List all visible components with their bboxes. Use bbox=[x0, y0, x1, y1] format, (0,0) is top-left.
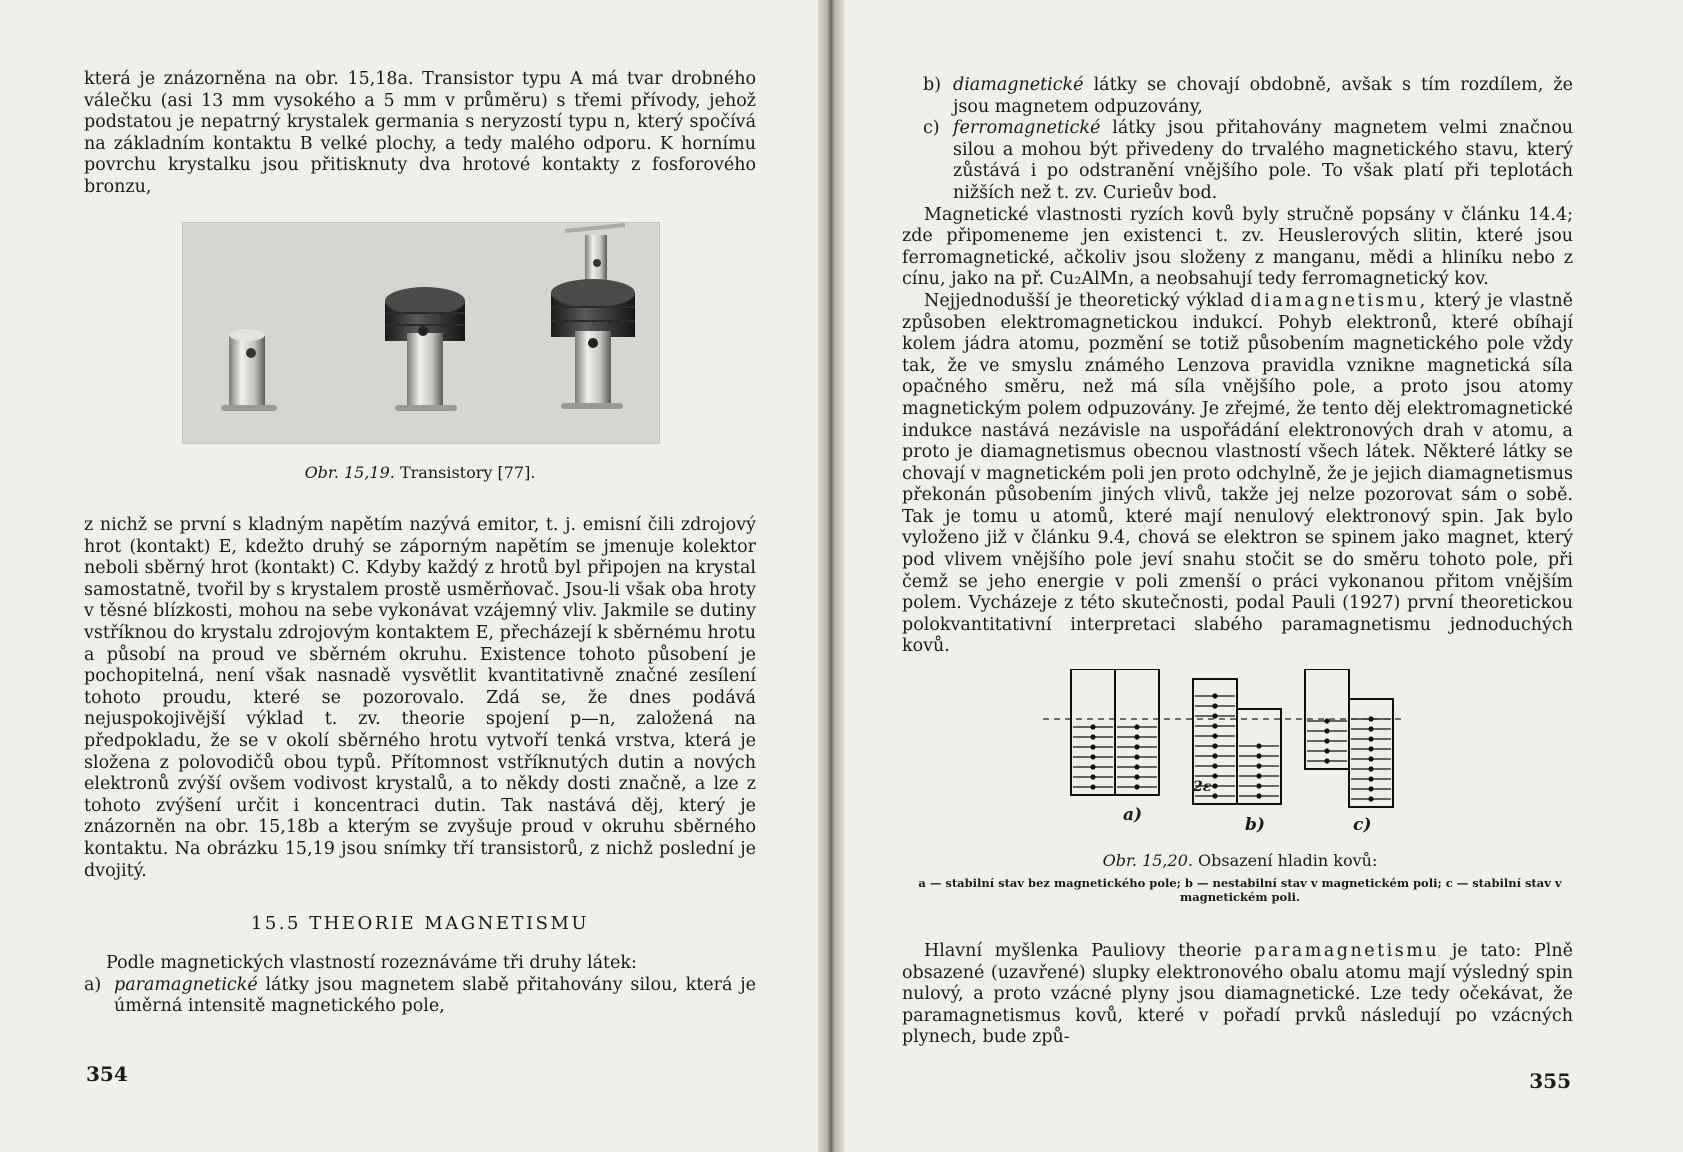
level-a-left-electron bbox=[1091, 725, 1095, 729]
caption-text: Transistory [77]. bbox=[399, 463, 536, 482]
left-paragraph-mid bbox=[84, 515, 756, 882]
paragraph-start: Nejjednodušší je theoretický výklad bbox=[924, 290, 1244, 311]
level-b-right-electron bbox=[1257, 764, 1261, 768]
level-b-right-electron bbox=[1257, 784, 1261, 788]
paragraph-text: z nichž se první s kladným napětím nazývá emitor, t. j. emisní čili zdrojový hrot (kontakt) E, kdežto druhý se záporným napětím se jmenuje kolektor neboli sběrný hrot (kontakt) C. Kdyby každý z hrotů byl připojen na krystal samostatně, tvořil by s krystalem prostě usměrňovač. Jsou-li však oba hroty v těsné blízkosti, mohou na sebe vykonávat vzájemný vliv. Jakmile se dutiny vstříknou do krystalu zdrojovým kontaktem E, přecházejí k sběrnému hrotu a působí na proud ve sběrném okruhu. Existence tohoto působení je pochopitelná, není však nasnadě vysvětlit kvantitativně značné zesílení tohoto proudu, které se pozorovalo. Zdá se, že dnes podává nejuspokojivější výklad t. zv. theorie spojení p—n, založená na předpokladu, že se v okolí sběrného hrotu vytvoří tenká vrstva, která je složena z polovodičů obou typů. Přítomnost vstříknutých dutin a nových elektronů zvýší ovšem vodivost krystalů, a to někdy dosti značně, a lze z tohoto zvýšení určit i koncentraci dutin. Tak nastává děj, který je znázorněn na obr. 15,18b a kterým se zvyšuje proud v okruhu sběrného kontaktu. Na obrázku 15,19 jsou snímky tří transistorů, z nichž poslední je dvojitý. bbox=[84, 515, 756, 881]
level-a-right-electron bbox=[1135, 785, 1139, 789]
list-term: paramagnetické bbox=[114, 974, 258, 995]
spaced-term: diamagnetismu, bbox=[1250, 290, 1428, 311]
transistor-photo bbox=[182, 222, 660, 444]
list-item-a bbox=[84, 975, 756, 1018]
level-b-left-electron bbox=[1213, 714, 1217, 718]
level-c-left-electron bbox=[1325, 739, 1329, 743]
level-b-right-electron bbox=[1257, 794, 1261, 798]
level-a-right-electron bbox=[1135, 745, 1139, 749]
list-text: látky jsou přitahovány magnetem velmi značnou silou a mohou být přivedeny do trvalého magnetického stavu, který zůstává i po odstranění vnějšího pole. To však platí při teplotách nižších než t. zv. Curieův bod. bbox=[953, 118, 1573, 203]
paragraph-text: Podle magnetických vlastností rozeznáváme tři druhy látek: bbox=[106, 953, 637, 973]
level-c-left-electron bbox=[1325, 749, 1329, 753]
level-b-left-electron bbox=[1213, 754, 1217, 758]
paragraph-rest: je tato: Plně obsazené (uzavřené) slupky elektronového obalu atomu mají výsledný spin nulový, a proto vzácné plyny jsou diamagnetické. Lze tedy očekávat, že paramagnetismus kovů, které v pořadí prvků následují po vzácných plynech, bude způ- bbox=[902, 941, 1573, 1048]
level-diagram-svg bbox=[1043, 669, 1403, 839]
level-a-left-electron bbox=[1091, 735, 1095, 739]
level-a-right-electron bbox=[1135, 725, 1139, 729]
list-item-b bbox=[923, 75, 1573, 118]
level-b-left-electron bbox=[1213, 794, 1217, 798]
book-spine bbox=[818, 0, 844, 1152]
left-paragraph-bottom bbox=[84, 953, 756, 1018]
right-text-bottom bbox=[902, 941, 1573, 1049]
section-heading: 15.5 THEORIE MAGNETISMU bbox=[250, 913, 590, 934]
paragraph-start: Hlavní myšlenka Pauliovy theorie bbox=[924, 941, 1242, 961]
level-c-right-electron bbox=[1369, 757, 1373, 761]
level-a-right-electron bbox=[1135, 735, 1139, 739]
list-term: diamagnetické bbox=[953, 75, 1084, 95]
level-b-left-electron bbox=[1213, 774, 1217, 778]
photo-caption bbox=[84, 463, 756, 482]
level-a-left-electron bbox=[1091, 745, 1095, 749]
level-a-left-electron bbox=[1091, 775, 1095, 779]
level-a-left-electron bbox=[1091, 755, 1095, 759]
spaced-term: paramagnetismu bbox=[1254, 941, 1440, 961]
level-c-right-electron bbox=[1369, 727, 1373, 731]
level-c-left-electron bbox=[1325, 719, 1329, 723]
level-b-left-electron bbox=[1213, 764, 1217, 768]
level-b-left-electron bbox=[1213, 734, 1217, 738]
list-mark: b) bbox=[923, 75, 942, 95]
caption-label: Obr. 15,20. bbox=[1102, 851, 1193, 870]
diagram-legend: a — stabilní stav bez magnetického pole; b — nestabilní stav v magnetickém poli; c — stabilní stav v magnetickém poli. bbox=[918, 876, 1562, 904]
level-a-right-electron bbox=[1135, 755, 1139, 759]
transistor-1-body bbox=[229, 335, 265, 407]
left-paragraph-top bbox=[84, 69, 756, 199]
list-text: látky se chovají obdobně, avšak s tím rozdílem, že jsou magnetem odpuzovány, bbox=[953, 75, 1573, 117]
paragraph-paramagnetism bbox=[902, 941, 1573, 1049]
figure-label-b: b) bbox=[1245, 815, 1265, 835]
level-c-right-electron bbox=[1369, 747, 1373, 751]
level-c-left-electron bbox=[1325, 759, 1329, 763]
level-c-right-electron bbox=[1369, 717, 1373, 721]
well-a bbox=[1071, 669, 1159, 795]
level-b-left-electron bbox=[1213, 744, 1217, 748]
figure-label-c: c) bbox=[1353, 815, 1372, 835]
level-c-right-electron bbox=[1369, 787, 1373, 791]
level-b-left-electron bbox=[1213, 724, 1217, 728]
level-b-right-electron bbox=[1257, 774, 1261, 778]
paragraph-text: Magnetické vlastnosti ryzích kovů byly stručně popsány v článku 14.4; zde připomeneme jen existenci t. zv. Heuslerových slitin, které jsou ferromagnetické, ačkoliv jsou složeny z manganu, mědi a hliníku nebo z cínu, jako na př. Cu₂AlMn, a neobsahují tedy ferromagnetický kov. bbox=[902, 204, 1573, 290]
level-a-left-electron bbox=[1091, 765, 1095, 769]
list-body bbox=[953, 118, 1573, 204]
transistor-photo-image bbox=[183, 223, 659, 443]
page-number-left: 354 bbox=[86, 1062, 128, 1086]
level-a-right-electron bbox=[1135, 765, 1139, 769]
level-c-left-electron bbox=[1325, 729, 1329, 733]
diagram-caption bbox=[900, 851, 1580, 870]
list-body bbox=[953, 75, 1573, 118]
epsilon-label: 2ε bbox=[1193, 779, 1212, 795]
list-term: ferromagnetické bbox=[953, 118, 1101, 139]
level-b-right-electron bbox=[1257, 744, 1261, 748]
level-a-right-electron bbox=[1135, 775, 1139, 779]
level-c-right-electron bbox=[1369, 797, 1373, 801]
list-item-c bbox=[923, 118, 1573, 204]
level-b-left-electron bbox=[1213, 694, 1217, 698]
level-c-right-electron bbox=[1369, 737, 1373, 741]
level-b-left-electron bbox=[1213, 704, 1217, 708]
right-text-top bbox=[902, 75, 1573, 658]
paragraph-text: která je znázorněna na obr. 15,18a. Transistor typu A má tvar drobného válečku (asi 13 mm vysokého a 5 mm v průměru) s třemi přívody, jehož podstatou je nepatrný krystalek germania s neryzostí typu n, který spočívá na základním kontaktu B velké plochy, a tedy malého odporu. K hornímu povrchu krystalku jsou přitisknuty dva hrotové kontakty z fosforového bronzu, bbox=[84, 69, 756, 197]
transistor-2-body bbox=[407, 333, 443, 407]
list-mark: a) bbox=[84, 974, 102, 995]
caption-label: Obr. 15,19. bbox=[304, 463, 395, 482]
level-b-left-electron bbox=[1213, 784, 1217, 788]
page-number-right: 355 bbox=[1529, 1069, 1571, 1093]
level-occupation-diagram bbox=[1043, 669, 1403, 839]
level-c-right-electron bbox=[1369, 767, 1373, 771]
figure-label-a: a) bbox=[1123, 805, 1143, 825]
list-mark: c) bbox=[923, 118, 940, 139]
list-text: látky jsou magnetem slabě přitahovány silou, která je úměrná intensitě magnetického pole, bbox=[114, 974, 756, 1017]
paragraph-diamagnetism bbox=[902, 291, 1573, 658]
level-c-right-electron bbox=[1369, 777, 1373, 781]
level-b-right-electron bbox=[1257, 754, 1261, 758]
well-c bbox=[1305, 669, 1393, 807]
list-body bbox=[114, 975, 756, 1018]
caption-text: Obsazení hladin kovů: bbox=[1198, 851, 1378, 870]
paragraph-rest: který je vlastně způsoben elektromagnetickou indukcí. Pohyb elektronů, které obíhají kolem jádra atomu, pozmění se totiž působením magnetického pole vždy tak, že ve smyslu známého Lenzova pravidla vznikne magnetická síla opačného směru, než má síla vnějšího pole, a proto jsou atomy magnetickým polem odpuzovány. Je zřejmé, že tento děj elektromagnetické indukce nastává nezávisle na uspořádání elektronových drah v atomu, a proto je diamagnetismus obecnou vlastností všech látek. Některé látky se chovají v magnetickém poli jen proto odchylně, že je jejich diamagnetismus překonán působením jiných vlivů, takže jej nelze pozorovat sám o sobě. Tak je tomu u atomů, které mají nenulový elektronový spin. Jak bylo vyloženo již v článku 9.4, chová se elektron se spinem jako magnet, který pod vlivem vnějšího pole jeví snahu stočit se do směru tohoto pole, při čemž se jeho energie v poli zmenší o práci vykonanou přitom vnějším polem. Vycházeje z této skutečnosti, podal Pauli (1927) první theoretickou polokvantitativní interpretaci slabého paramagnetismu jednoduchých kovů. bbox=[902, 290, 1573, 657]
level-a-left-electron bbox=[1091, 785, 1095, 789]
